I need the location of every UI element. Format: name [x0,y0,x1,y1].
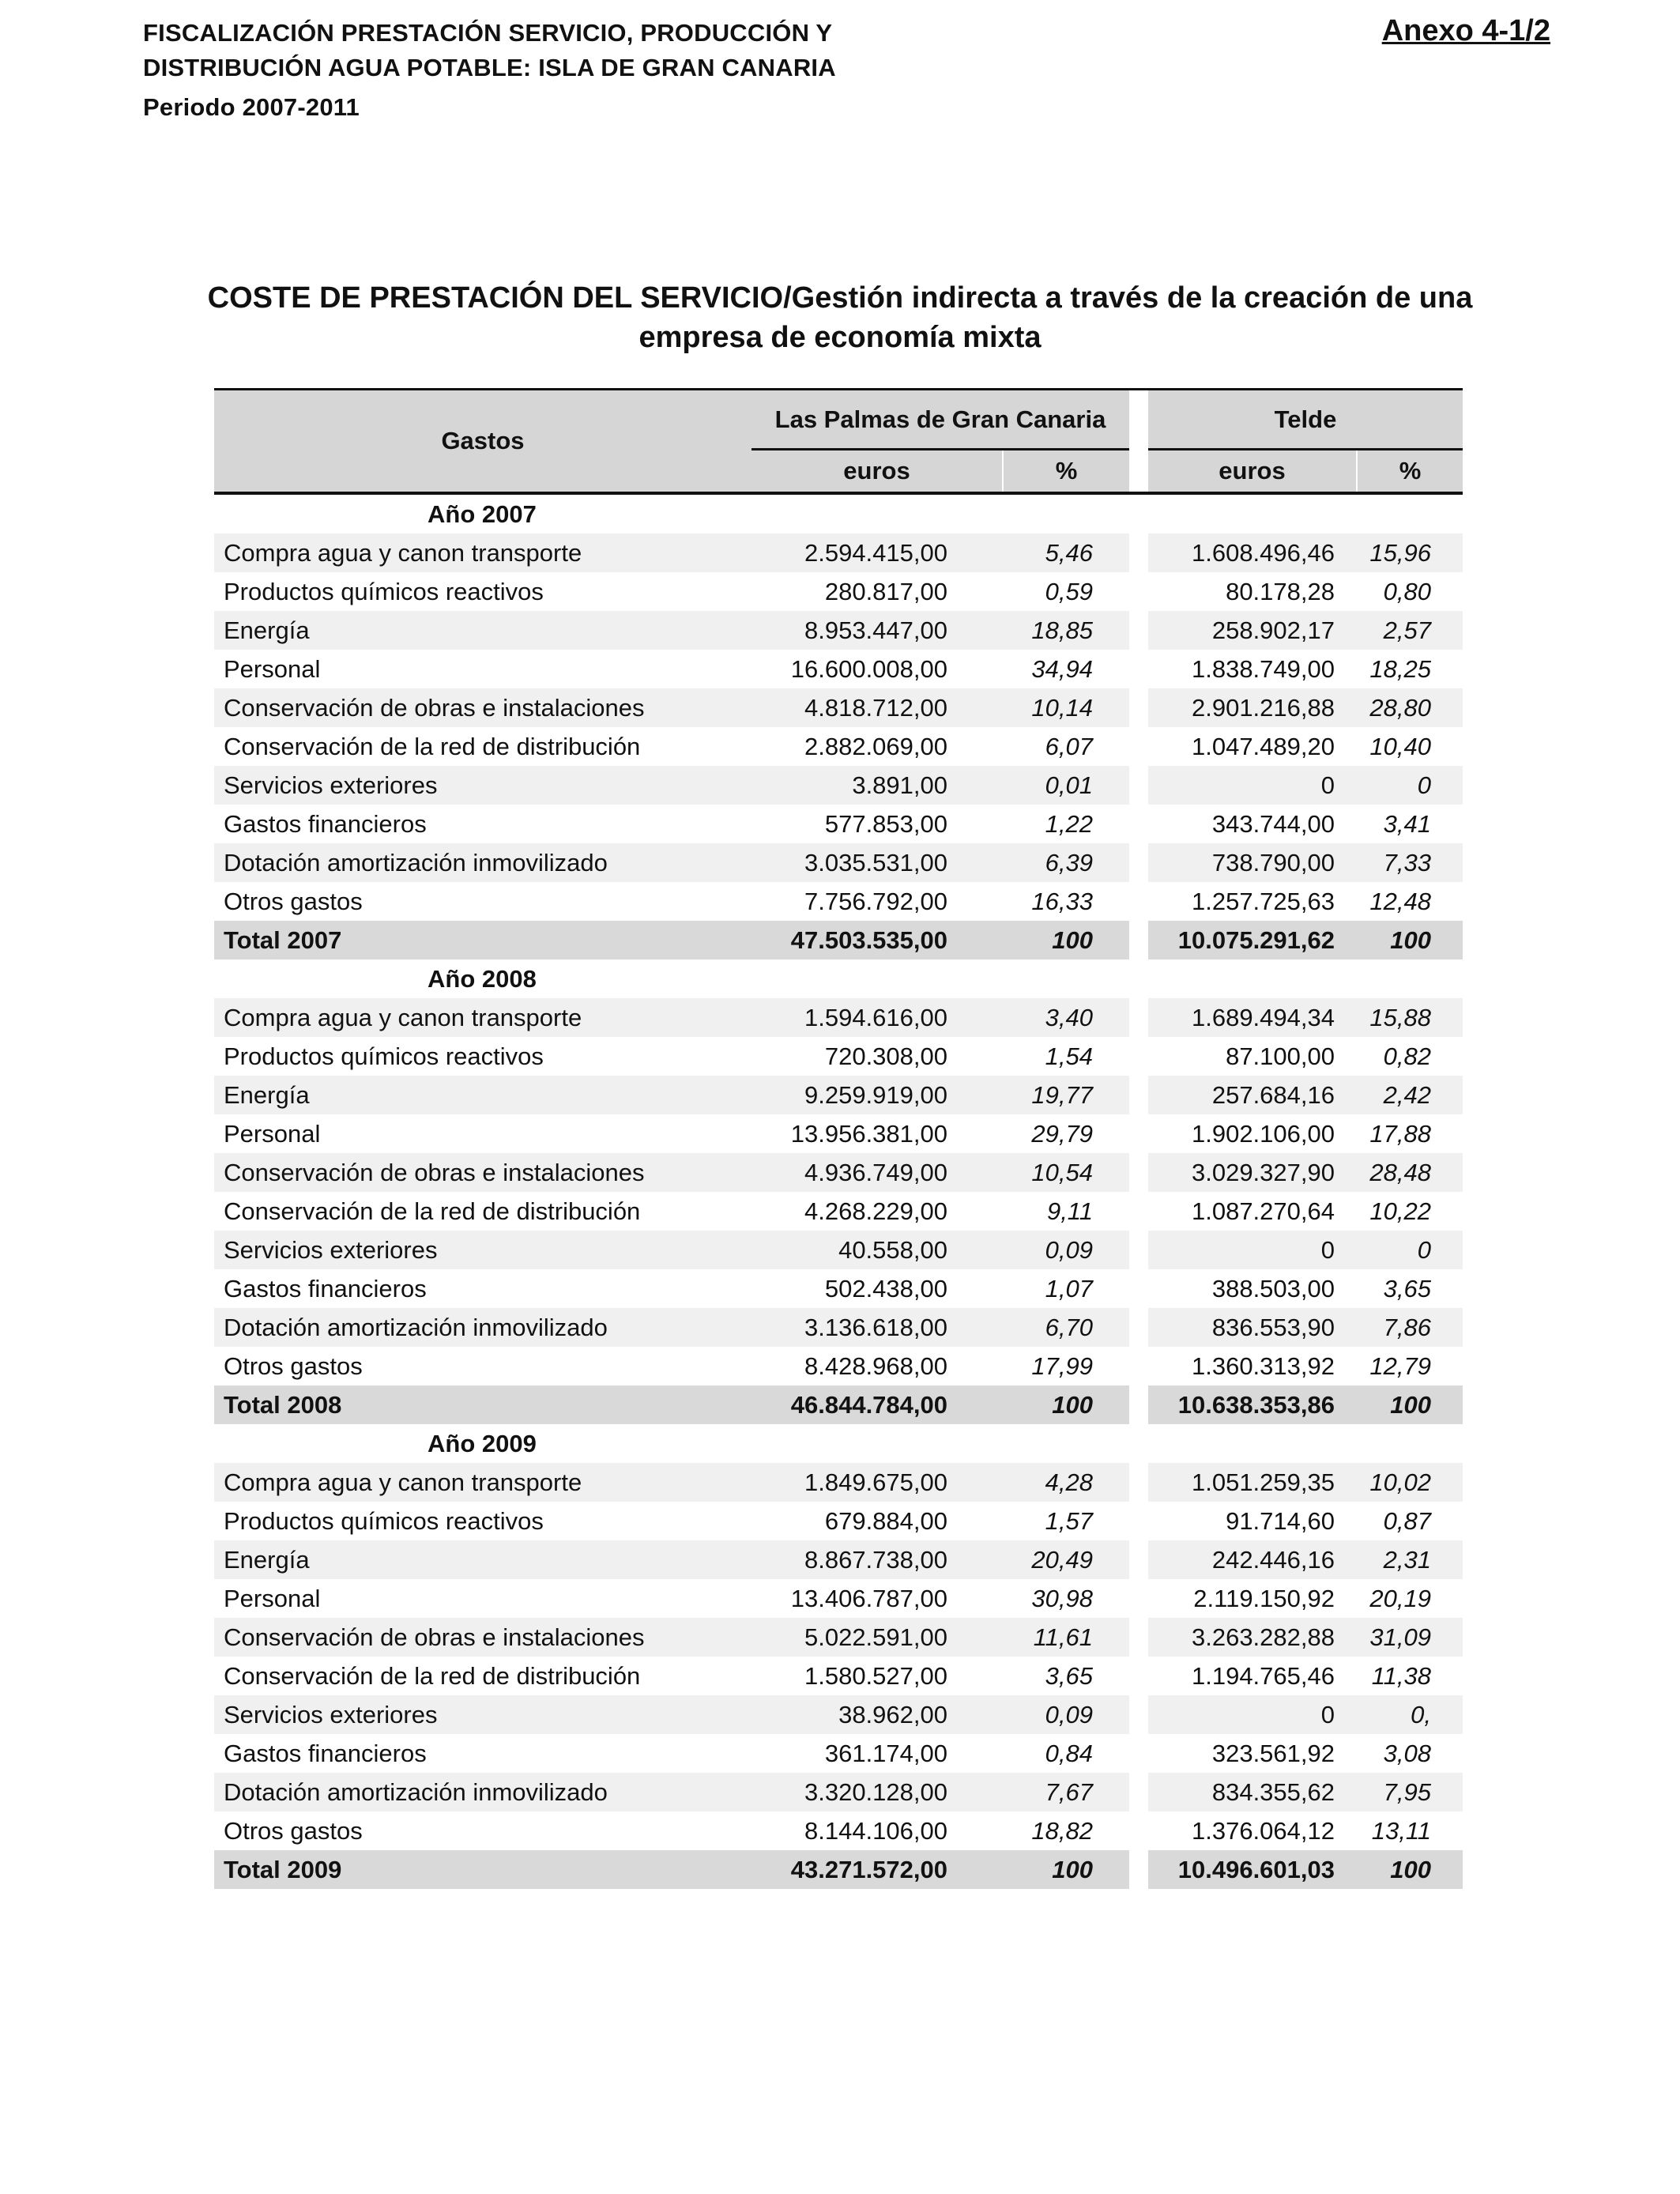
column-gap [1129,533,1148,572]
column-gap [1129,1153,1148,1192]
cell-telde-pct: 7,86 [1357,1308,1463,1347]
column-gap [1129,1463,1148,1502]
col-header-gastos: Gastos [214,390,751,492]
cell-telde-euros: 1.087.270,64 [1191,1197,1335,1225]
cell-telde-euros: 1.902.106,00 [1191,1119,1335,1148]
column-gap [1129,1347,1148,1385]
cell-telde-pct: 15,96 [1357,533,1463,572]
cell-telde-pct: 100 [1357,921,1463,959]
column-gap [1129,1037,1148,1076]
cell-concept: Personal [224,1119,321,1148]
table-row [214,1773,1463,1811]
table-row [214,533,1463,572]
cell-lp-pct: 34,94 [1031,654,1093,683]
cell-lp-euros: 2.594.415,00 [751,533,1003,572]
cell-lp-euros: 16.600.008,00 [790,654,947,683]
column-gap [1129,1850,1148,1889]
cell-telde-pct: 20,19 [1369,1584,1431,1612]
cell-lp-pct: 17,99 [1031,1351,1093,1380]
header-line-1: FISCALIZACIÓN PRESTACIÓN SERVICIO, PRODUCCIÓN Y [143,19,833,47]
cell-telde-euros: 91.714,60 [1226,1506,1335,1535]
column-gap [1129,1114,1148,1153]
cell-lp-euros: 1.849.675,00 [751,1463,1003,1502]
cell-telde-pct: 0 [1357,1231,1463,1269]
cell-lp-euros: 3.136.618,00 [751,1308,1003,1347]
cell-lp-euros: 720.308,00 [824,1042,947,1070]
year-row [214,1424,1463,1463]
subheader-euros: euros [751,450,1003,492]
table-row [214,1734,1463,1773]
cell-telde-pct: 13,11 [1371,1816,1431,1845]
cell-telde-euros: 1.360.313,92 [1191,1351,1335,1380]
cell-telde-pct: 0 [1357,766,1463,805]
cell-telde-euros: 10.075.291,62 [1148,921,1357,959]
cell-concept: Conservación de la red de distribución [224,1661,641,1690]
cell-lp-euros: 2.882.069,00 [804,732,947,760]
table-row [214,998,1463,1037]
cell-telde-euros: 242.446,16 [1148,1540,1357,1579]
cell-telde-pct: 12,79 [1369,1351,1431,1380]
cell-concept: Conservación de la red de distribución [224,732,641,760]
cell-telde-pct: 0, [1357,1695,1463,1734]
cell-lp-pct: 4,28 [1003,1463,1129,1502]
cell-telde-pct: 15,88 [1357,998,1463,1037]
cell-lp-pct: 1,54 [1045,1042,1093,1070]
cell-lp-euros: 3.320.128,00 [751,1773,1003,1811]
column-gap [1129,766,1148,805]
col-header-las-palmas: Las Palmas de Gran Canaria [751,390,1129,450]
cell-concept: Conservación de la red de distribución [224,1197,641,1225]
cell-telde-pct: 31,09 [1357,1618,1463,1657]
cell-lp-pct: 6,39 [1003,843,1129,882]
cell-lp-euros: 4.818.712,00 [751,688,1003,727]
cell-concept: Productos químicos reactivos [224,577,544,605]
cell-telde-pct: 2,42 [1357,1076,1463,1114]
cell-concept: Compra agua y canon transporte [214,1463,751,1502]
cell-concept: Energía [214,1540,751,1579]
cell-concept: Otros gastos [224,1816,363,1845]
cell-telde-euros: 1.257.725,63 [1191,887,1335,915]
cell-concept: Dotación amortización inmovilizado [214,1773,751,1811]
cell-concept: Servicios exteriores [214,1695,751,1734]
cell-lp-pct: 0,09 [1003,1695,1129,1734]
cell-telde-euros: 257.684,16 [1148,1076,1357,1114]
column-gap [1129,611,1148,650]
cell-lp-euros: 8.867.738,00 [751,1540,1003,1579]
column-gap [1129,572,1148,611]
cell-lp-pct: 16,33 [1031,887,1093,915]
table-body [214,495,1463,1889]
cell-lp-euros: 38.962,00 [751,1695,1003,1734]
cell-lp-euros: 46.844.784,00 [751,1385,1003,1424]
cell-lp-euros: 40.558,00 [751,1231,1003,1269]
table-row [214,611,1463,650]
column-gap [1129,882,1148,921]
subheader-pct: % [1003,450,1129,492]
column-gap [1129,1618,1148,1657]
cell-telde-pct: 0,82 [1383,1042,1431,1070]
cell-lp-pct: 10,54 [1003,1153,1129,1192]
cell-telde-pct: 0,87 [1383,1506,1431,1535]
table-row [214,688,1463,727]
cell-telde-euros: 2.119.150,92 [1193,1584,1335,1612]
table-row [214,1502,1463,1540]
cell-telde-euros: 1.047.489,20 [1191,732,1335,760]
cell-concept: Dotación amortización inmovilizado [214,1308,751,1347]
cell-concept: Dotación amortización inmovilizado [214,843,751,882]
cell-concept: Gastos financieros [224,1739,427,1767]
table-title-line-2: empresa de economía mixta [638,321,1042,354]
year-label: Año 2009 [214,1424,1463,1463]
cell-lp-euros: 361.174,00 [824,1739,947,1767]
cost-table [214,388,1463,1889]
cell-telde-euros: 258.902,17 [1148,611,1357,650]
cell-lp-euros: 5.022.591,00 [751,1618,1003,1657]
column-gap [1129,1385,1148,1424]
column-gap [1129,688,1148,727]
column-gap [1129,1192,1148,1231]
cell-lp-pct: 5,46 [1003,533,1129,572]
column-gap [1129,998,1148,1037]
table-row [214,1192,1463,1231]
cell-concept: Energía [214,611,751,650]
cell-lp-euros: 13.406.787,00 [790,1584,947,1612]
table-row [214,805,1463,843]
subheader-euros: euros [1148,450,1357,492]
cell-telde-pct: 10,22 [1369,1197,1431,1225]
column-gap [1129,650,1148,688]
cell-telde-euros: 836.553,90 [1148,1308,1357,1347]
cell-concept: Total 2007 [214,921,751,959]
cell-telde-pct: 12,48 [1369,887,1431,915]
table-row [214,727,1463,766]
cell-telde-pct: 100 [1357,1850,1463,1889]
cell-concept: Otros gastos [224,887,363,915]
cell-lp-pct: 7,67 [1003,1773,1129,1811]
year-label: Año 2008 [214,959,1463,998]
cell-telde-euros: 1.051.259,35 [1148,1463,1357,1502]
cell-telde-euros: 388.503,00 [1211,1274,1335,1302]
cell-telde-euros: 1.838.749,00 [1191,654,1335,683]
table-row [214,1231,1463,1269]
cell-lp-pct: 0,59 [1045,577,1093,605]
cell-lp-pct: 20,49 [1003,1540,1129,1579]
cell-telde-euros: 10.496.601,03 [1148,1850,1357,1889]
cell-lp-pct: 30,98 [1031,1584,1093,1612]
cell-concept: Otros gastos [224,1351,363,1380]
cell-telde-euros: 10.638.353,86 [1148,1385,1357,1424]
cell-telde-euros: 0 [1148,766,1357,805]
cell-lp-euros: 679.884,00 [824,1506,947,1535]
cell-concept: Productos químicos reactivos [224,1042,544,1070]
cell-lp-pct: 1,57 [1045,1506,1093,1535]
cell-concept: Personal [224,654,321,683]
cell-concept: Total 2009 [214,1850,751,1889]
cell-telde-pct: 0,80 [1383,577,1431,605]
cell-lp-pct: 6,07 [1045,732,1093,760]
cell-lp-euros: 9.259.919,00 [751,1076,1003,1114]
table-row [214,1308,1463,1347]
cell-lp-pct: 3,40 [1003,998,1129,1037]
cell-telde-pct: 28,48 [1357,1153,1463,1192]
cell-telde-euros: 3.263.282,88 [1148,1618,1357,1657]
cell-lp-pct: 1,07 [1045,1274,1093,1302]
table-row [214,650,1463,688]
cell-lp-pct: 3,65 [1045,1661,1093,1690]
table-row [214,843,1463,882]
cell-telde-pct: 10,40 [1369,732,1431,760]
column-gap [1129,1231,1148,1269]
cell-telde-euros: 1.376.064,12 [1191,1816,1335,1845]
column-gap [1129,1579,1148,1618]
cell-telde-pct: 10,02 [1357,1463,1463,1502]
total-row [214,921,1463,959]
cell-telde-pct: 100 [1357,1385,1463,1424]
cell-lp-pct: 100 [1003,1850,1129,1889]
cell-lp-euros: 1.580.527,00 [804,1661,947,1690]
cell-lp-euros: 577.853,00 [824,809,947,838]
total-row [214,1850,1463,1889]
cell-concept: Personal [224,1584,321,1612]
cell-lp-pct: 6,70 [1003,1308,1129,1347]
cell-telde-euros: 0 [1148,1231,1357,1269]
cell-concept: Servicios exteriores [214,1231,751,1269]
cell-concept: Compra agua y canon transporte [214,533,751,572]
cell-concept: Gastos financieros [224,809,427,838]
table-row [214,1540,1463,1579]
cell-concept: Total 2008 [214,1385,751,1424]
cell-concept: Conservación de obras e instalaciones [214,1618,751,1657]
column-gap [1129,1308,1148,1347]
cell-lp-euros: 8.144.106,00 [804,1816,947,1845]
header-line-2: DISTRIBUCIÓN AGUA POTABLE: ISLA DE GRAN CANARIA [143,54,836,81]
cell-telde-euros: 738.790,00 [1148,843,1357,882]
cell-telde-euros: 343.744,00 [1211,809,1335,838]
cell-lp-pct: 19,77 [1003,1076,1129,1114]
cell-concept: Servicios exteriores [214,766,751,805]
cell-lp-euros: 13.956.381,00 [790,1119,947,1148]
cell-lp-pct: 11,61 [1003,1618,1129,1657]
cell-lp-euros: 1.594.616,00 [751,998,1003,1037]
cell-lp-pct: 0,84 [1045,1739,1093,1767]
cell-lp-euros: 8.953.447,00 [751,611,1003,650]
cell-lp-euros: 3.891,00 [751,766,1003,805]
cell-lp-euros: 4.936.749,00 [751,1153,1003,1192]
cell-telde-euros: 0 [1148,1695,1357,1734]
table-row [214,766,1463,805]
table-row [214,1657,1463,1695]
column-gap [1129,1076,1148,1114]
annex-label: Anexo 4-1/2 [1381,14,1550,47]
cell-lp-pct: 1,22 [1045,809,1093,838]
year-row [214,495,1463,533]
column-gap [1129,1269,1148,1308]
cell-concept: Productos químicos reactivos [224,1506,544,1535]
column-gap [1129,843,1148,882]
table-row [214,1076,1463,1114]
cell-telde-euros: 323.561,92 [1211,1739,1335,1767]
year-row [214,959,1463,998]
cell-lp-euros: 43.271.572,00 [751,1850,1003,1889]
table-row [214,572,1463,611]
cell-telde-pct: 17,88 [1369,1119,1431,1148]
table-title [119,278,1561,357]
cell-lp-euros: 4.268.229,00 [804,1197,947,1225]
cell-telde-euros: 1.194.765,46 [1191,1661,1335,1690]
cell-lp-pct: 18,82 [1031,1816,1093,1845]
cell-concept: Conservación de obras e instalaciones [214,1153,751,1192]
table-row [214,1695,1463,1734]
cell-telde-pct: 2,31 [1357,1540,1463,1579]
table-row [214,1153,1463,1192]
column-gap [1129,1695,1148,1734]
cell-lp-pct: 9,11 [1046,1197,1093,1225]
cell-lp-euros: 502.438,00 [824,1274,947,1302]
cell-lp-euros: 280.817,00 [824,577,947,605]
column-gap [1129,1811,1148,1850]
cell-telde-euros: 834.355,62 [1148,1773,1357,1811]
cell-telde-pct: 18,25 [1369,654,1431,683]
year-label: Año 2007 [214,495,1463,533]
table-row [214,1579,1463,1618]
header-period: Periodo 2007-2011 [143,93,360,121]
table-row [214,1618,1463,1657]
cell-telde-pct: 3,65 [1383,1274,1431,1302]
cell-lp-euros: 3.035.531,00 [751,843,1003,882]
cell-concept: Energía [214,1076,751,1114]
table-title-line-1: COSTE DE PRESTACIÓN DEL SERVICIO/Gestión indirecta a través de la creación de una [207,281,1473,315]
cell-lp-euros: 8.428.968,00 [804,1351,947,1380]
total-row [214,1385,1463,1424]
cell-telde-euros: 87.100,00 [1226,1042,1335,1070]
table-row [214,1269,1463,1308]
cell-telde-pct: 7,95 [1357,1773,1463,1811]
table-row [214,1811,1463,1850]
column-gap [1129,1734,1148,1773]
cell-telde-euros: 3.029.327,90 [1148,1153,1357,1192]
cell-telde-pct: 3,08 [1383,1739,1431,1767]
cell-telde-pct: 28,80 [1357,688,1463,727]
cell-lp-pct: 18,85 [1003,611,1129,650]
cell-lp-euros: 7.756.792,00 [804,887,947,915]
table-row [214,1037,1463,1076]
cell-telde-pct: 7,33 [1357,843,1463,882]
table-row [214,1463,1463,1502]
cell-lp-euros: 47.503.535,00 [751,921,1003,959]
cell-lp-pct: 0,01 [1003,766,1129,805]
subheader-pct: % [1357,450,1463,492]
cell-telde-euros: 80.178,28 [1226,577,1335,605]
cell-telde-euros: 1.608.496,46 [1148,533,1357,572]
cell-lp-pct: 29,79 [1031,1119,1093,1148]
column-gap [1129,921,1148,959]
cell-lp-pct: 100 [1003,921,1129,959]
cell-concept: Compra agua y canon transporte [214,998,751,1037]
cell-telde-pct: 2,57 [1357,611,1463,650]
cell-telde-pct: 11,38 [1371,1661,1431,1690]
cell-lp-pct: 0,09 [1003,1231,1129,1269]
column-gap [1129,1502,1148,1540]
cell-lp-pct: 10,14 [1003,688,1129,727]
cell-telde-euros: 2.901.216,88 [1148,688,1357,727]
cell-telde-pct: 3,41 [1383,809,1431,838]
column-gap [1129,727,1148,766]
table-row [214,1114,1463,1153]
cell-concept: Conservación de obras e instalaciones [214,688,751,727]
document-header [143,16,836,125]
column-gap [1129,1540,1148,1579]
column-gap [1129,805,1148,843]
table-row [214,1347,1463,1385]
col-header-telde: Telde [1148,390,1463,450]
cell-lp-pct: 100 [1003,1385,1129,1424]
cell-concept: Gastos financieros [224,1274,427,1302]
table-row [214,882,1463,921]
column-gap [1129,1657,1148,1695]
column-gap [1129,1773,1148,1811]
cell-telde-euros: 1.689.494,34 [1148,998,1357,1037]
